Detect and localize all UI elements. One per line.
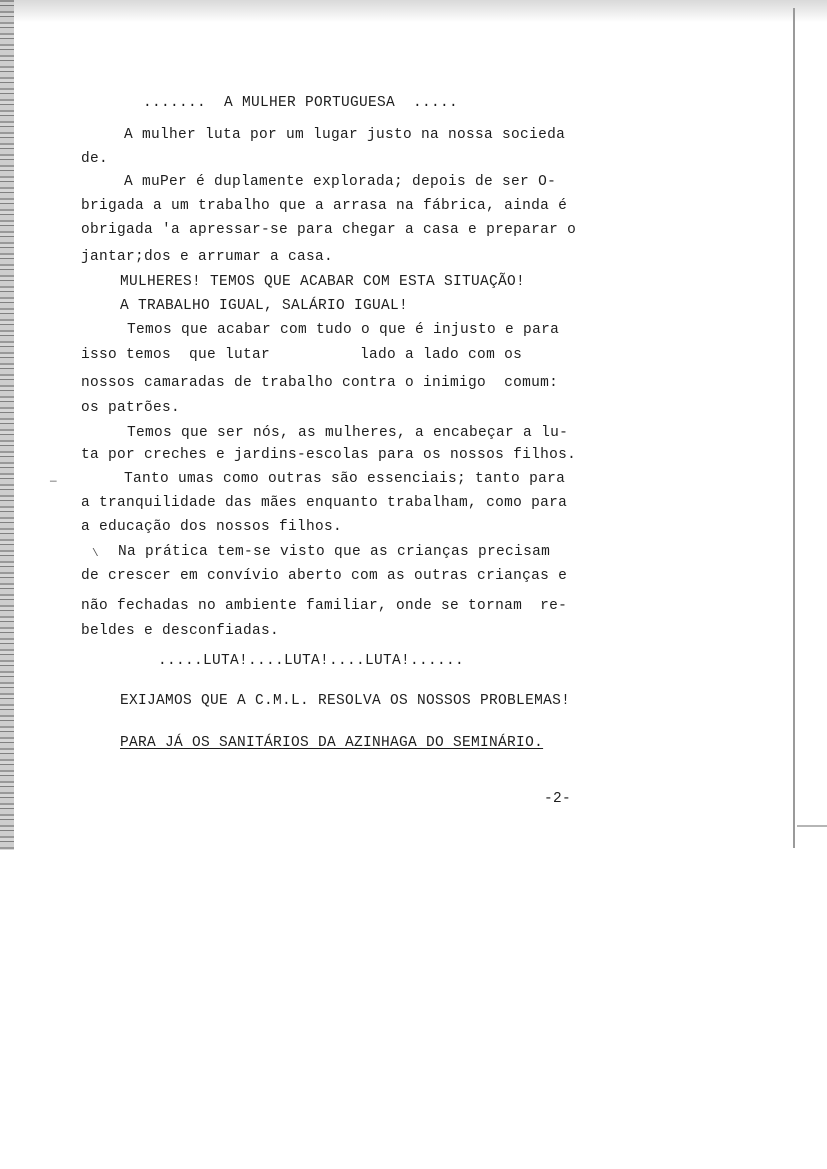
slogan-line: .....LUTA!....LUTA!....LUTA!...... <box>158 653 465 669</box>
text-line: nossos camaradas de trabalho contra o inimigo comum: <box>81 375 559 391</box>
text-line: não fechadas no ambiente familiar, onde se tornam re- <box>81 598 568 614</box>
text-line: a educação dos nossos filhos. <box>81 519 343 535</box>
text-line: Temos que ser nós, as mulheres, a encabeçar a lu- <box>127 425 569 441</box>
scan-stray-mark: — <box>50 476 57 488</box>
scan-left-edge <box>0 0 14 850</box>
scan-top-shadow <box>0 0 827 22</box>
demand-line-underlined: PARA JÁ OS SANITÁRIOS DA AZINHAGA DO SEMINÁRIO. <box>120 735 544 751</box>
text-line: a tranquilidade das mães enquanto trabalham, como para <box>81 495 568 511</box>
demand-line: EXIJAMOS QUE A C.M.L. RESOLVA OS NOSSOS PROBLEMAS! <box>120 693 571 709</box>
document-title: ....... A MULHER PORTUGUESA ..... <box>143 95 459 111</box>
text-line: beldes e desconfiadas. <box>81 623 280 639</box>
text-line: brigada a um trabalho que a arrasa na fábrica, ainda é <box>81 198 568 214</box>
text-line: A TRABALHO IGUAL, SALÁRIO IGUAL! <box>120 298 409 314</box>
scan-right-rule <box>793 8 795 848</box>
scan-stray-mark: \ <box>92 548 99 560</box>
text-line: jantar;dos e arrumar a casa. <box>81 249 334 265</box>
text-line: de crescer em convívio aberto com as outras crianças e <box>81 568 568 584</box>
page-number: -2- <box>544 791 572 807</box>
text-line: MULHERES! TEMOS QUE ACABAR COM ESTA SITUAÇÃO! <box>120 274 526 290</box>
text-line: Tanto umas como outras são essenciais; tanto para <box>124 471 566 487</box>
text-line: Na prática tem-se visto que as crianças precisam <box>118 544 551 560</box>
text-line: A mulher luta por um lugar justo na nossa socieda <box>124 127 566 143</box>
text-line: de. <box>81 151 109 167</box>
text-line: isso temos que lutar lado a lado com os <box>81 347 523 363</box>
text-line: A muPer é duplamente explorada; depois de ser O- <box>124 174 557 190</box>
text-line: obrigada 'a apressar-se para chegar a casa e preparar o <box>81 222 577 238</box>
text-line: os patrões. <box>81 400 181 416</box>
scan-right-rule-tick <box>797 825 827 827</box>
text-line: ta por creches e jardins-escolas para os nossos filhos. <box>81 447 577 463</box>
text-line: Temos que acabar com tudo o que é injusto e para <box>127 322 560 338</box>
